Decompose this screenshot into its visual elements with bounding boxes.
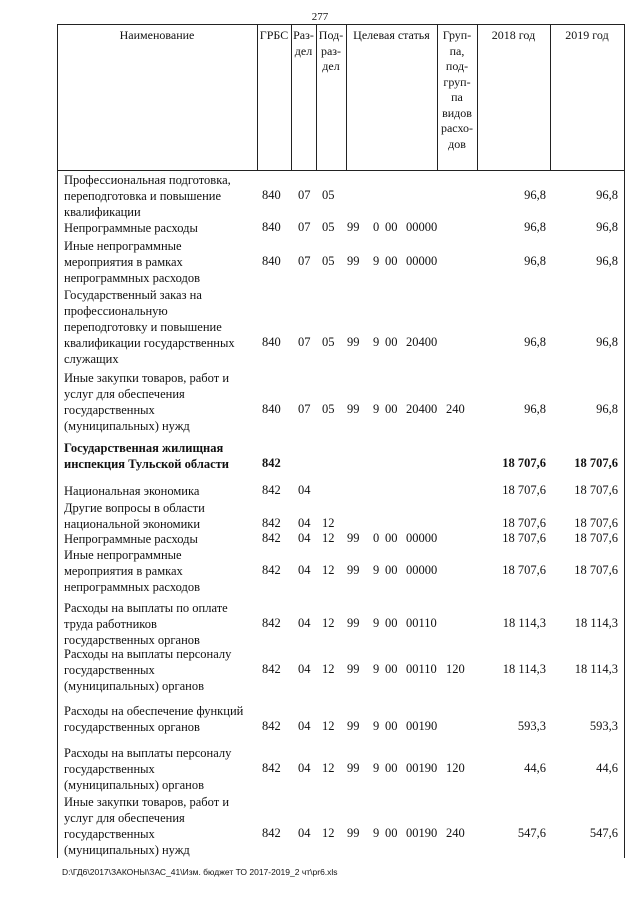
column-divider [257, 24, 258, 170]
amount-2018: 44,6 [524, 761, 546, 775]
razdel-code: 04 [298, 531, 311, 545]
amount-2019: 96,8 [596, 254, 618, 268]
amount-2018: 18 707,6 [502, 483, 546, 497]
row-name-line: профессиональную [64, 304, 168, 318]
razdel-code: 07 [298, 220, 311, 234]
target-code-part: 99 [347, 402, 360, 416]
target-code-part: 00190 [406, 826, 438, 840]
header-2018: 2018 год [491, 28, 536, 42]
row-name [64, 370, 254, 434]
column-divider [57, 24, 58, 858]
row-name-line: Расходы на выплаты персоналу [64, 647, 232, 661]
header-name: Наименование [119, 28, 195, 42]
row-name [64, 703, 254, 735]
podrazdel-code: 12 [322, 662, 335, 676]
razdel-code: 04 [298, 563, 311, 577]
header-group-line: Груп- [442, 28, 472, 42]
target-code-part: 00 [385, 254, 398, 268]
target-code-part: 9 [373, 335, 380, 349]
row-name-line: Государственная жилищная [64, 441, 224, 455]
razdel-code: 04 [298, 826, 311, 840]
podrazdel-code: 05 [322, 254, 335, 268]
target-code-part: 00000 [406, 563, 438, 577]
target-code-part: 99 [347, 719, 360, 733]
target-code-part: 00190 [406, 761, 438, 775]
amount-2018: 96,8 [524, 254, 546, 268]
amount-2019: 96,8 [596, 335, 618, 349]
row-name-line: переподготовка и повышение [64, 189, 222, 203]
target-code-part: 9 [373, 719, 380, 733]
target-code-part: 99 [347, 826, 360, 840]
grbs-code: 840 [262, 188, 281, 202]
header-group-line: расхо- [440, 121, 474, 135]
header-group-line: груп- [443, 74, 471, 89]
row-name-line: Расходы на выплаты персоналу [64, 746, 232, 760]
expense-type-code: 240 [446, 826, 465, 840]
header-razdel-line: Раз- [293, 28, 314, 42]
row-name-line: (муниципальных) органов [64, 679, 205, 693]
target-code-part: 9 [373, 254, 380, 268]
target-code-part: 00 [385, 220, 398, 234]
razdel-code: 07 [298, 402, 311, 416]
podrazdel-code: 05 [322, 335, 335, 349]
row-name-line: инспекция Тульской области [64, 457, 229, 471]
podrazdel-code: 05 [322, 220, 335, 234]
row-name-line: Иные непрограммные [64, 548, 182, 562]
grbs-code: 842 [262, 531, 281, 545]
header-podrazdel-line: дел [322, 59, 340, 73]
row-name-line: мероприятия в рамках [64, 255, 183, 269]
row-name-line: государственных органов [64, 720, 200, 734]
podrazdel-code: 05 [322, 188, 335, 202]
target-code-part: 20400 [406, 335, 438, 349]
podrazdel-code: 12 [322, 563, 335, 577]
row-name-line: Иные закупки товаров, работ и [64, 795, 230, 809]
razdel-code: 07 [298, 335, 311, 349]
target-code-part: 99 [347, 531, 360, 545]
row-name-line: непрограммных расходов [64, 580, 200, 594]
target-code-part: 9 [373, 563, 380, 577]
header-group [437, 28, 477, 152]
header-razdel-line: дел [294, 43, 313, 58]
razdel-code: 07 [298, 188, 311, 202]
table-top-border [57, 24, 625, 25]
grbs-code: 842 [262, 616, 281, 630]
podrazdel-code: 12 [322, 719, 335, 733]
expense-type-code: 120 [446, 761, 465, 775]
amount-2019: 96,8 [596, 188, 618, 202]
target-code-part: 00110 [406, 616, 437, 630]
grbs-code: 842 [262, 456, 281, 470]
row-name-line: непрограммных расходов [64, 271, 200, 285]
target-code-part: 00 [385, 402, 398, 416]
amount-2018: 96,8 [524, 402, 546, 416]
row-name-line: Другие вопросы в области [64, 501, 205, 515]
header-razdel [291, 28, 316, 59]
row-name-line: Иные закупки товаров, работ и [64, 371, 230, 385]
razdel-code: 04 [298, 483, 311, 497]
amount-2018: 96,8 [524, 220, 546, 234]
row-name-line: (муниципальных) нужд [64, 843, 190, 857]
row-name [64, 547, 254, 595]
grbs-code: 842 [262, 826, 281, 840]
target-code-part: 9 [373, 616, 380, 630]
target-code-part: 99 [347, 616, 360, 630]
target-code-part: 9 [373, 826, 380, 840]
target-code-part: 99 [347, 335, 360, 349]
row-name-line: Расходы на обеспечение функций [64, 704, 244, 718]
row-name-line: мероприятия в рамках [64, 564, 183, 578]
target-code-part: 00 [385, 719, 398, 733]
target-code-part: 9 [373, 402, 380, 416]
podrazdel-code: 12 [322, 826, 335, 840]
row-name-line: труда работников [64, 617, 157, 631]
target-code-part: 00 [385, 826, 398, 840]
podrazdel-code: 12 [322, 761, 335, 775]
row-name-line: Национальная экономика [64, 484, 200, 498]
grbs-code: 840 [262, 402, 281, 416]
row-name [64, 794, 254, 858]
target-code-part: 00 [385, 335, 398, 349]
row-name [64, 238, 254, 286]
row-name [64, 500, 254, 532]
target-code-part: 9 [373, 662, 380, 676]
column-divider [624, 24, 625, 858]
target-code-part: 00 [385, 563, 398, 577]
amount-2019: 18 707,6 [574, 531, 618, 545]
header-group-line: видов [442, 105, 472, 120]
amount-2018: 593,3 [517, 719, 546, 733]
row-name-line: Непрограммные расходы [64, 532, 198, 546]
target-code-part: 00190 [406, 719, 438, 733]
amount-2019: 18 707,6 [574, 456, 618, 470]
razdel-code: 04 [298, 616, 311, 630]
row-name [64, 531, 254, 547]
row-name-line: (муниципальных) органов [64, 778, 205, 792]
row-name-line: услуг для обеспечения [64, 387, 185, 401]
grbs-code: 842 [262, 563, 281, 577]
row-name-line: Иные непрограммные [64, 239, 182, 253]
header-group-line: дов [448, 136, 466, 151]
target-code-part: 00000 [406, 254, 438, 268]
row-name [64, 220, 254, 236]
target-code-part: 99 [347, 563, 360, 577]
amount-2019: 18 114,3 [574, 616, 618, 630]
row-name-line: государственных [64, 403, 155, 417]
razdel-code: 04 [298, 761, 311, 775]
row-name-line: служащих [64, 352, 119, 366]
amount-2019: 18 707,6 [574, 516, 618, 530]
target-code-part: 99 [347, 662, 360, 676]
header-group-line: па [451, 90, 463, 104]
amount-2019: 18 707,6 [574, 563, 618, 577]
podrazdel-code: 12 [322, 531, 335, 545]
amount-2018: 18 707,6 [502, 563, 546, 577]
expense-type-code: 120 [446, 662, 465, 676]
amount-2019: 18 114,3 [574, 662, 618, 676]
target-code-part: 0 [373, 531, 380, 545]
podrazdel-code: 12 [322, 616, 335, 630]
file-path-footer: D:\ГД6\2017\ЗАКОНЫ\ЗАС_41\Изм. бюджет ТО 2017-2019_2 чт\pr6.xls [62, 867, 338, 877]
amount-2019: 96,8 [596, 220, 618, 234]
target-code-part: 99 [347, 254, 360, 268]
header-target: Целевая статья [353, 28, 430, 42]
row-name-line: квалификации [64, 205, 141, 219]
grbs-code: 840 [262, 220, 281, 234]
grbs-code: 842 [262, 662, 281, 676]
row-name-line: государственных [64, 827, 155, 841]
row-name-line: (муниципальных) нужд [64, 419, 190, 433]
row-name-line: государственных [64, 762, 155, 776]
amount-2018: 547,6 [517, 826, 546, 840]
row-name-line: квалификации государственных [64, 336, 235, 350]
target-code-part: 00 [385, 616, 398, 630]
header-podrazdel-line: раз- [320, 43, 342, 58]
header-2019: 2019 год [565, 28, 609, 42]
row-name-line: Профессиональная подготовка, [64, 173, 231, 187]
razdel-code: 04 [298, 662, 311, 676]
target-code-part: 00 [385, 761, 398, 775]
target-code-part: 00110 [406, 662, 437, 676]
row-name-line: Непрограммные расходы [64, 221, 198, 235]
grbs-code: 840 [262, 254, 281, 268]
amount-2018: 96,8 [524, 188, 546, 202]
amount-2018: 18 707,6 [502, 516, 546, 530]
target-code-part: 9 [373, 761, 380, 775]
razdel-code: 04 [298, 719, 311, 733]
header-podrazdel-line: Под- [318, 28, 344, 42]
row-name-line: государственных органов [64, 633, 200, 647]
target-code-part: 0 [373, 220, 380, 234]
row-name [64, 172, 254, 220]
amount-2018: 18 707,6 [502, 456, 546, 470]
target-code-part: 99 [347, 220, 360, 234]
amount-2019: 44,6 [596, 761, 618, 775]
grbs-code: 842 [262, 483, 281, 497]
header-group-line: под- [445, 59, 469, 73]
expense-type-code: 240 [446, 402, 465, 416]
podrazdel-code: 12 [322, 516, 335, 530]
grbs-code: 842 [262, 761, 281, 775]
grbs-code: 842 [262, 719, 281, 733]
amount-2018: 18 707,6 [502, 531, 546, 545]
row-name [64, 440, 254, 472]
amount-2018: 18 114,3 [502, 662, 546, 676]
row-name [64, 287, 254, 367]
target-code-part: 99 [347, 761, 360, 775]
row-name-line: Государственный заказ на [64, 288, 202, 302]
razdel-code: 04 [298, 516, 311, 530]
header-group-line: па, [449, 43, 465, 58]
amount-2019: 547,6 [589, 826, 618, 840]
row-name-line: переподготовку и повышение [64, 320, 222, 334]
target-code-part: 20400 [406, 402, 438, 416]
row-name [64, 600, 254, 648]
amount-2019: 18 707,6 [574, 483, 618, 497]
column-divider [477, 24, 478, 170]
grbs-code: 840 [262, 335, 281, 349]
column-divider [550, 24, 551, 170]
row-name-line: Расходы на выплаты по оплате [64, 601, 228, 615]
row-name-line: национальной экономики [64, 517, 201, 531]
row-name-line: государственных [64, 663, 155, 677]
target-code-part: 00000 [406, 220, 438, 234]
razdel-code: 07 [298, 254, 311, 268]
amount-2019: 96,8 [596, 402, 618, 416]
page-number: 277 [311, 11, 329, 23]
podrazdel-code: 05 [322, 402, 335, 416]
header-podrazdel [316, 28, 346, 75]
target-code-part: 00 [385, 531, 398, 545]
target-code-part: 00 [385, 662, 398, 676]
header-grbs: ГРБС [259, 28, 289, 42]
amount-2019: 593,3 [589, 719, 618, 733]
amount-2018: 18 114,3 [502, 616, 546, 630]
column-divider [346, 24, 347, 170]
grbs-code: 842 [262, 516, 281, 530]
row-name-line: услуг для обеспечения [64, 811, 185, 825]
row-name [64, 745, 254, 793]
amount-2018: 96,8 [524, 335, 546, 349]
target-code-part: 00000 [406, 531, 438, 545]
row-name [64, 483, 254, 499]
row-name [64, 646, 254, 694]
header-bottom-border [57, 170, 625, 171]
